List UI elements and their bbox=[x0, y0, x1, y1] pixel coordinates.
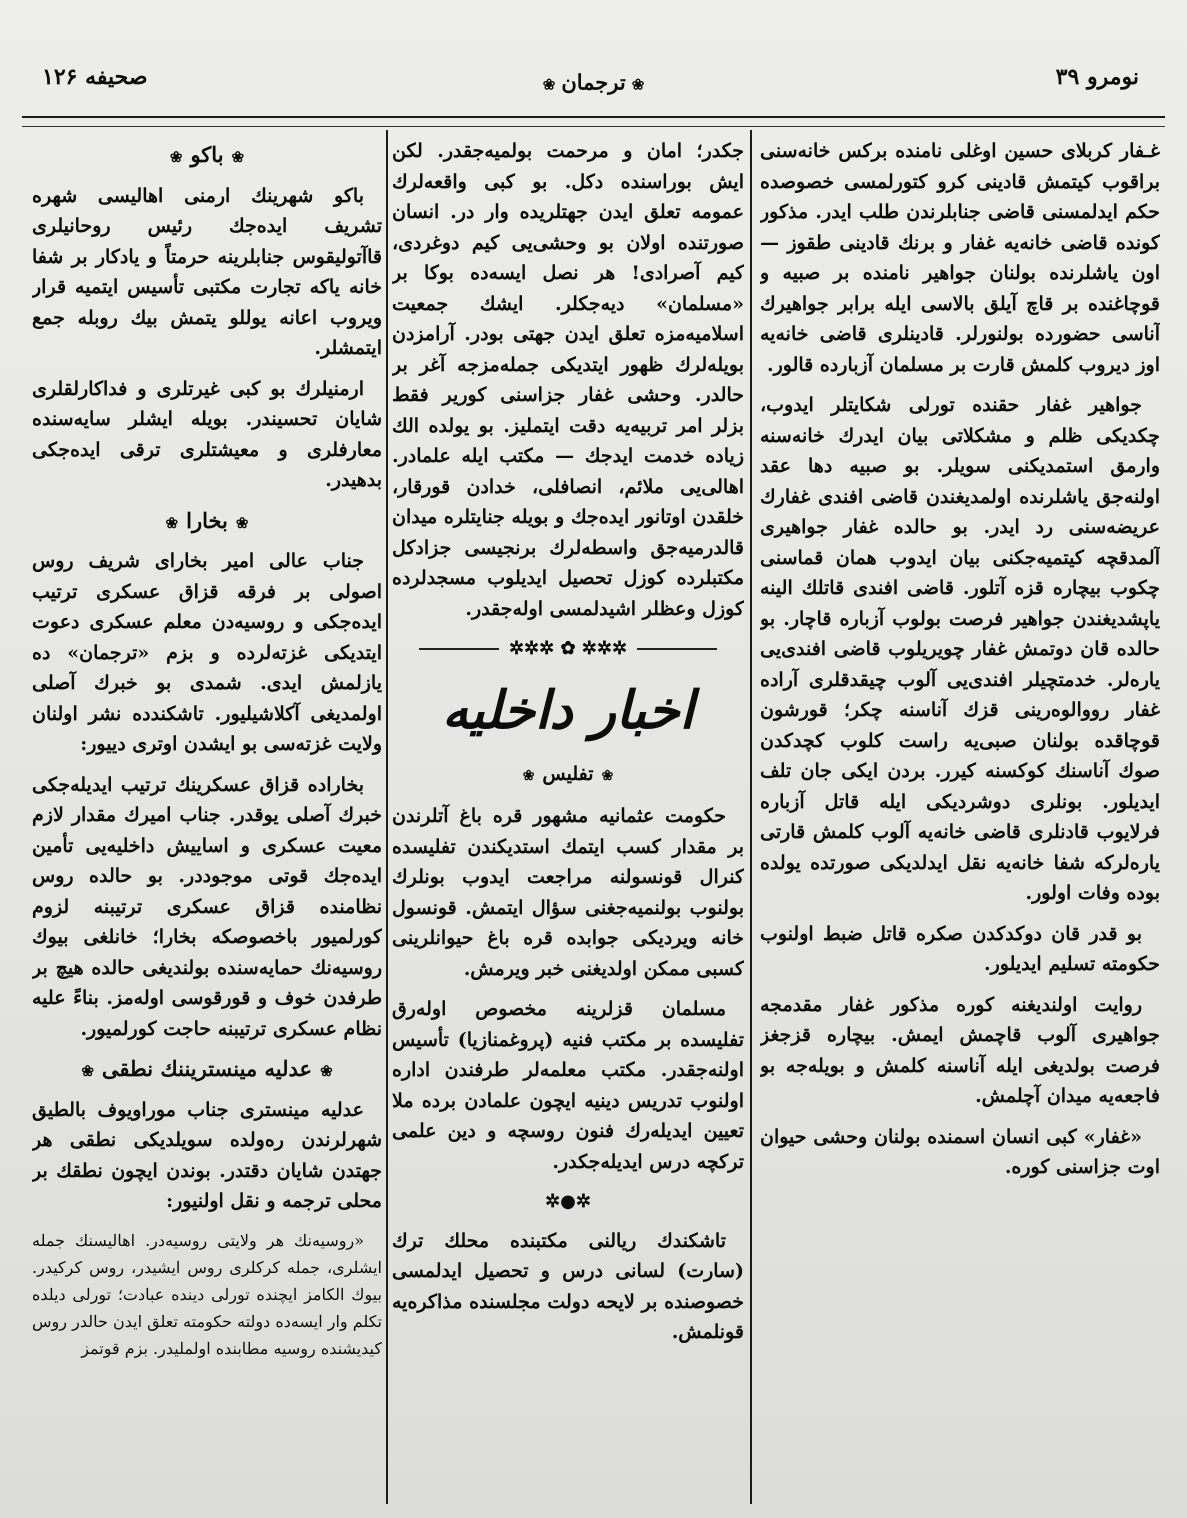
heading-label: بخارا bbox=[186, 507, 228, 533]
ornament-icon: ❀ bbox=[231, 148, 245, 166]
article-paragraph: جواهیر غفار حقنده تورلی شکایتلر ایدوب، چکدیکی ظلم و مشکلاتی بیان ایدرك خانه‌سنه وارمق استمدیکنی سویلر. بو صبیه دها عقد اولنه‌جق یاشلرنده اولمدیغندن قاضی افندی غفارك عریضه‌سنی رد ایدر. بو حالده غفار جواهیری آلمدقچه کیتمیه‌جکنی بیان ایدوب همان قماسنی چکوب بیچاره قزه آتلور. قاضی افندی قاتلك الینه یاپشدیغندن جواهیر فرصت بولوب آزباره قاچار. بو حالده قان دوتمش غفار چویریلوب قاضی افندی‌یی یارەلر. خدمتچیلر افندی‌یی آلوب چیقدقلری آراده غفار رووالوەرینی قزك آناسنه چکر؛ قورشون قوچاقده بولنان صبی‌یه راست کلوب کچدکدن صوك آناسنك کوکسنه کیرر. بردن ایکی جان تلف ایدیلور. بونلری دوشردیکی ایله قاتل آزباره فرلایوب قادنلری قاضی خانه‌یه آلوب کلمش قارتی یارەلرکه شفا خانه‌یه نقل ایدلدیکی صورتده یولده بوده وفات اولور. bbox=[760, 394, 1160, 904]
ornament-icon: ❀ bbox=[169, 148, 183, 166]
section-title: اخبار داخلیه bbox=[442, 679, 694, 741]
heading-label: باکو bbox=[190, 142, 224, 167]
newspaper-title: ترجمان bbox=[561, 69, 626, 95]
left-column bbox=[32, 136, 382, 1508]
divider-line bbox=[637, 648, 717, 650]
heading-baku bbox=[32, 140, 382, 173]
heading-justice-minister bbox=[32, 1054, 382, 1087]
article-paragraph: باکو شهرینك ارمنی اهالیسی شهره تشریف ایده‌جك رئیس روحانیلری قاآتولیقوس جنابلرینه حرمتاً و یادکار بر شفا خانه یاکه تجارت مکتبی تأسیس ایتمیه قرار ویروب اعانه یوللو یتمش بیك روبله جمع ایتمشلر. bbox=[32, 184, 382, 359]
issue-number: نومرو ۳۹ bbox=[1055, 64, 1139, 90]
article-paragraph: مسلمان قزلرینه مخصوص اوله‌رق تفلیسده بر مکتب فنیه (پروغمنازیا) تأسیس اولنه‌جقدر. مکتب معلمه‌لر طرفندن اداره اولنوب تدریس دینیه ایچون علمادن برده ملا تعیین ایدیله‌رك فنون روسچه و دین علمی ترکچه درس ایدیله‌جکدر. bbox=[392, 998, 744, 1173]
middle-column bbox=[392, 136, 744, 1508]
article-paragraph: غـفار کربلای حسین اوغلی نامنده برکس خانه‌سنی براقوب کیتمش قادینی کرو کتورلمسی خصوصده حکم ایدلمسنی قاضی جنابلرندن طلب ایدر. مذکور کونده قاضی خانه‌یه غفار و برنك قادینی طقوز — اون یاشلرنده بولنان جواهیر نامنده بر صبیه و قوچاغنده بر قاچ آیلق بالاسی ایله برابر جواهیرك آناسی حضورده بولنورلر. قادینلری قاضی خانه‌یه اوز دیروب کلمش قارت بر مسلمان آزبارده قالور. bbox=[760, 140, 1160, 376]
column-divider bbox=[750, 130, 752, 1504]
star-ornament-icon: ✲✲✲ ✿ ✲✲✲ bbox=[508, 638, 628, 659]
heading-label: عدلیه مینستریننك نطقی bbox=[101, 1056, 313, 1081]
article-paragraph: ارمنیلرك بو کبی غیرتلری و فداکارلقلری شایان تحسیندر. بویله ایشلر سایه‌سنده معارفلری و معیشتلری ترقی ایده‌جکی بدهیدر. bbox=[32, 377, 382, 491]
header-rule bbox=[22, 116, 1165, 118]
column-divider bbox=[386, 130, 388, 1504]
quote-paragraph: «روسیه‌نك هر ولایتی روسیه‌در. اهالیسنك جمله ایشلری، جمله کرکلری روس ایشیدر، روس کرکیدر. بیوك الکامز ایچنده تورلی دینده عبادت؛ تورلی دیلده تکلم وار ایسه‌ده دولته حکومته تعلق ایدن حالدر روس کیدیشنده روسیه مطابنده اولملیدر. بزم قوتمز bbox=[32, 1230, 382, 1358]
article-paragraph: روایت اولندیغنه کوره مذکور غفار مقدمجه جواهیری آلوب قاچمش ایمش. بیچاره قزجغز فرصت بولدیغی ایله آناسنه کلمش و بویله‌جه بو فاجعه‌یه میدان آچلمش. bbox=[760, 993, 1160, 1107]
page-number: صحیفه ۱۲۶ bbox=[42, 64, 148, 90]
masthead bbox=[0, 70, 1187, 95]
subheading-tiflis bbox=[392, 759, 744, 792]
article-paragraph: بخاراده قزاق عسکرینك ترتیب ایدیله‌جکی خبرك آصلی یوقدر. جناب امیرك مقدار لازم معیت عسکری و اساییش داخلیه‌یی تأمین ایده‌جك قوتی موجوددر. بو حالده روس نظامنده قزاق عسکری ترتیبنه لزوم کورلمیور باخصوصکه بخارا؛ خانلغی بیوك روسیه‌نك حمایه‌سنده بولندیغی حالده هیچ بر طرفدن خوف و قورقوسی اوله‌مز. بناءً علیه نظام عسکری ترتیبنه حاجت کورلمیور. bbox=[32, 773, 382, 1040]
article-paragraph: تاشکندك ریالنی مکتبنده محلك ترك (سارت) لسانی درس و تحصیل ایدلمسی خصوصنده بر لایحه دولت مجلسنده مذاکره‌یه قونلمش. bbox=[392, 1229, 744, 1343]
heading-bukhara bbox=[32, 506, 382, 539]
ornament-icon: ❀ bbox=[522, 767, 535, 784]
ornament-icon: ❀ bbox=[542, 75, 556, 94]
ornament-icon: ❀ bbox=[631, 75, 645, 94]
article-paragraph: «غفار» کبی انسان اسمنده بولنان وحشی حیوان اوت جزاسنی کوره. bbox=[760, 1125, 1160, 1178]
article-paragraph: حکومت عثمانیه مشهور قره باغ آتلرندن بر مقدار کسب ایتمك استدیکندن تفلیسده کنرال قونسولنه مراجعت ایدوب بونلرك بولنوب بولنمیه‌جغنی سؤال ایتمش. قونسول خانه ویردیکی جوابده قره باغ حیوانلرینی کسبی ممکن اولدیغنی خبر ویرمش. bbox=[392, 805, 744, 980]
ornament-icon: ❀ bbox=[165, 513, 179, 532]
right-column bbox=[760, 136, 1160, 1508]
separator-ornament-icon: ✲●✲ bbox=[545, 1191, 591, 1212]
ornament-icon: ❀ bbox=[320, 1062, 333, 1080]
divider-line bbox=[419, 648, 499, 650]
article-paragraph: جکدر؛ امان و مرحمت بولمیه‌جقدر. لکن ایش بورا‌سنده دکل. بو کبی واقعه‌لرك عمومه تعلق ایدن جهتلریده وار در. انسان صورتنده اولان بو وحشی‌یی کیم دوغردی، کیم آصرادی! هر نصل ایسه‌ده بوکا بر «مسلمان» دیه‌جکلر. ایشك جمعیت اسلامیه‌مزه تعلق ایدن جهتی بودر. آرامزدن بویله‌لرك ظهور ایتدیکی جمله‌مزجه آغر بر حالدر. وحشی غفار جزاسنی کوریر فقط بزلر امر تربیه‌یه دقت ایتملیز. بو یولده الك زیاده خدمت ایدجك — مکتب ایله علمادر. اهالی‌یی ملائم، انصافلی، خدادن قورقار، خلقدن اوتانور ایده‌جك و بویله جنایتلره میدان قالدرمیه‌جق واسطه‌لرك برنجیسی جزادکل مکتبلرده کوزل تحصیل ایدیلوب مسجدلرده کوزل وعظلر اشیدلمسی اوله‌جقدر. bbox=[392, 140, 744, 620]
article-paragraph: بو قدر قان دوکدکدن صکره قاتل ضبط اولنوب حکومته تسلیم ایدیلور. bbox=[760, 922, 1160, 975]
ornament-icon: ❀ bbox=[81, 1062, 94, 1080]
header-rule-thin bbox=[22, 126, 1165, 127]
ornament-icon: ❀ bbox=[601, 767, 614, 784]
subheading-label: تفلیس bbox=[542, 762, 594, 785]
ornament-icon: ❀ bbox=[235, 513, 249, 532]
divider-ornament bbox=[392, 634, 744, 665]
article-paragraph: جناب عالی امیر بخارای شریف روس اصولی بر فرقه قزاق عسکری ترتیب ایده‌جکی و روسیه‌دن معلم عسکری دعوت ایتدیکی غزته‌لرده و بزم «ترجمان» ده یازلمش ایدی. شمدی بو خبرك آصلی اولمدیغی آکلاشیلیور. تاشکندده نشر اولنان ولایت غزته‌سی بو ایشدن اوتری دییور: bbox=[32, 550, 382, 755]
article-paragraph: عدلیه مینستری جناب موراویوف بالطیق شهرلرندن رەولده سویلدیکی نطقی هر جهتدن شایان دقتدر. بوندن ایچون نطقك بر محلی ترجمه و نقل اولنیور: bbox=[32, 1098, 382, 1212]
